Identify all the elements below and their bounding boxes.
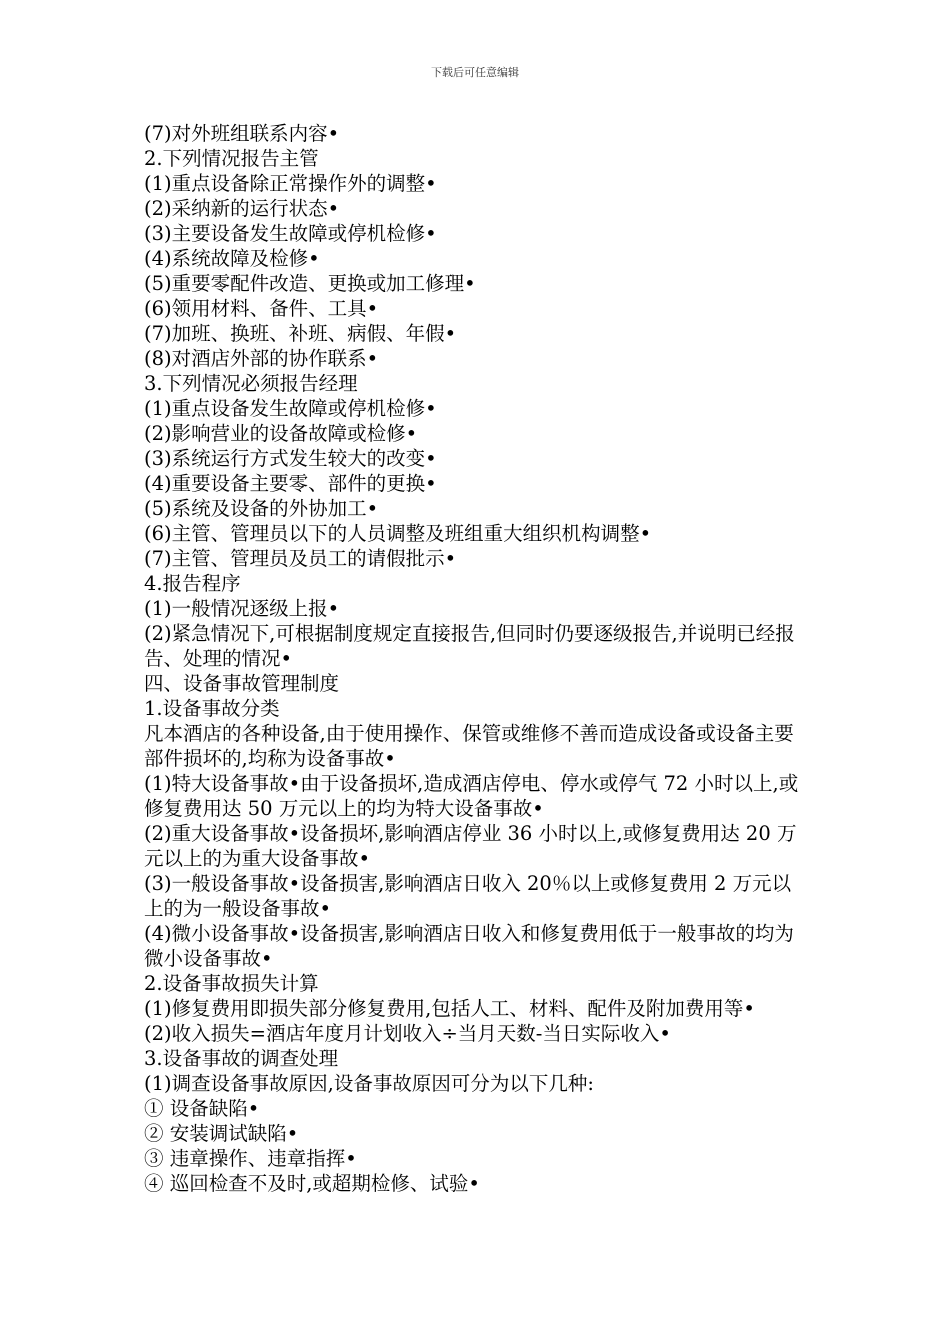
paragraph: (1)重点设备除正常操作外的调整• xyxy=(144,172,437,195)
list-item: ④ 巡回检查不及时,或超期检修、试验• xyxy=(144,1172,480,1195)
paragraph: (7)对外班组联系内容• xyxy=(144,122,340,145)
paragraph: (3)主要设备发生故障或停机检修• xyxy=(144,222,437,245)
paragraph: (1)重点设备发生故障或停机检修• xyxy=(144,397,437,420)
paragraph: (7)主管、管理员及员工的请假批示• xyxy=(144,547,457,570)
section-heading: 3.下列情况必须报告经理 xyxy=(144,372,358,395)
paragraph: (6)主管、管理员以下的人员调整及班组重大组织机构调整• xyxy=(144,522,652,545)
section-heading: 2.设备事故损失计算 xyxy=(144,972,319,995)
chapter-heading: 四、设备事故管理制度 xyxy=(144,672,340,695)
paragraph: (6)领用材料、备件、工具• xyxy=(144,297,379,320)
section-heading: 4.报告程序 xyxy=(144,572,241,595)
paragraph: (4)重要设备主要零、部件的更换• xyxy=(144,472,437,495)
paragraph: (2)采纳新的运行状态• xyxy=(144,197,340,220)
paragraph: (1)调查设备事故原因,设备事故原因可分为以下几种: xyxy=(144,1072,594,1095)
paragraph: (2)紧急情况下,可根据制度规定直接报告,但同时仍要逐级报告,并说明已经报告、处理的情况• xyxy=(144,622,795,670)
paragraph: (3)一般设备事故•设备损害,影响酒店日收入 20％以上或修复费用 2 万元以上的为一般设备事故• xyxy=(144,872,792,920)
section-heading: 1.设备事故分类 xyxy=(144,697,280,720)
paragraph: (5)重要零配件改造、更换或加工修理• xyxy=(144,272,476,295)
paragraph: (5)系统及设备的外协加工• xyxy=(144,497,379,520)
paragraph: (8)对酒店外部的协作联系• xyxy=(144,347,379,370)
document-body xyxy=(144,121,808,1196)
list-item: ① 设备缺陷• xyxy=(144,1097,260,1120)
paragraph: (1)修复费用即损失部分修复费用,包括人工、材料、配件及附加费用等• xyxy=(144,997,755,1020)
paragraph: (7)加班、换班、补班、病假、年假• xyxy=(144,322,457,345)
paragraph: (1)一般情况逐级上报• xyxy=(144,597,340,620)
paragraph: (4)系统故障及检修• xyxy=(144,247,320,270)
paragraph: (1)特大设备事故•由于设备损坏,造成酒店停电、停水或停气 72 小时以上,或修复费用达 50 万元以上的均为特大设备事故• xyxy=(144,772,799,820)
list-item: ③ 违章操作、违章指挥• xyxy=(144,1147,357,1170)
paragraph: (2)影响营业的设备故障或检修• xyxy=(144,422,418,445)
paragraph: (4)微小设备事故•设备损害,影响酒店日收入和修复费用低于一般事故的均为微小设备事故• xyxy=(144,922,794,970)
section-heading: 3.设备事故的调查处理 xyxy=(144,1047,339,1070)
paragraph: (3)系统运行方式发生较大的改变• xyxy=(144,447,437,470)
page-header-note: 下载后可任意编辑 xyxy=(431,66,519,79)
paragraph: 凡本酒店的各种设备,由于使用操作、保管或维修不善而造成设备或设备主要部件损坏的,均称为设备事故• xyxy=(144,722,794,770)
paragraph: (2)重大设备事故•设备损坏,影响酒店停业 36 小时以上,或修复费用达 20 万元以上的为重大设备事故• xyxy=(144,822,797,870)
list-item: ② 安装调试缺陷• xyxy=(144,1122,299,1145)
section-heading: 2.下列情况报告主管 xyxy=(144,147,319,170)
paragraph: (2)收入损失=酒店年度月计划收入÷当月天数-当日实际收入• xyxy=(144,1022,671,1045)
